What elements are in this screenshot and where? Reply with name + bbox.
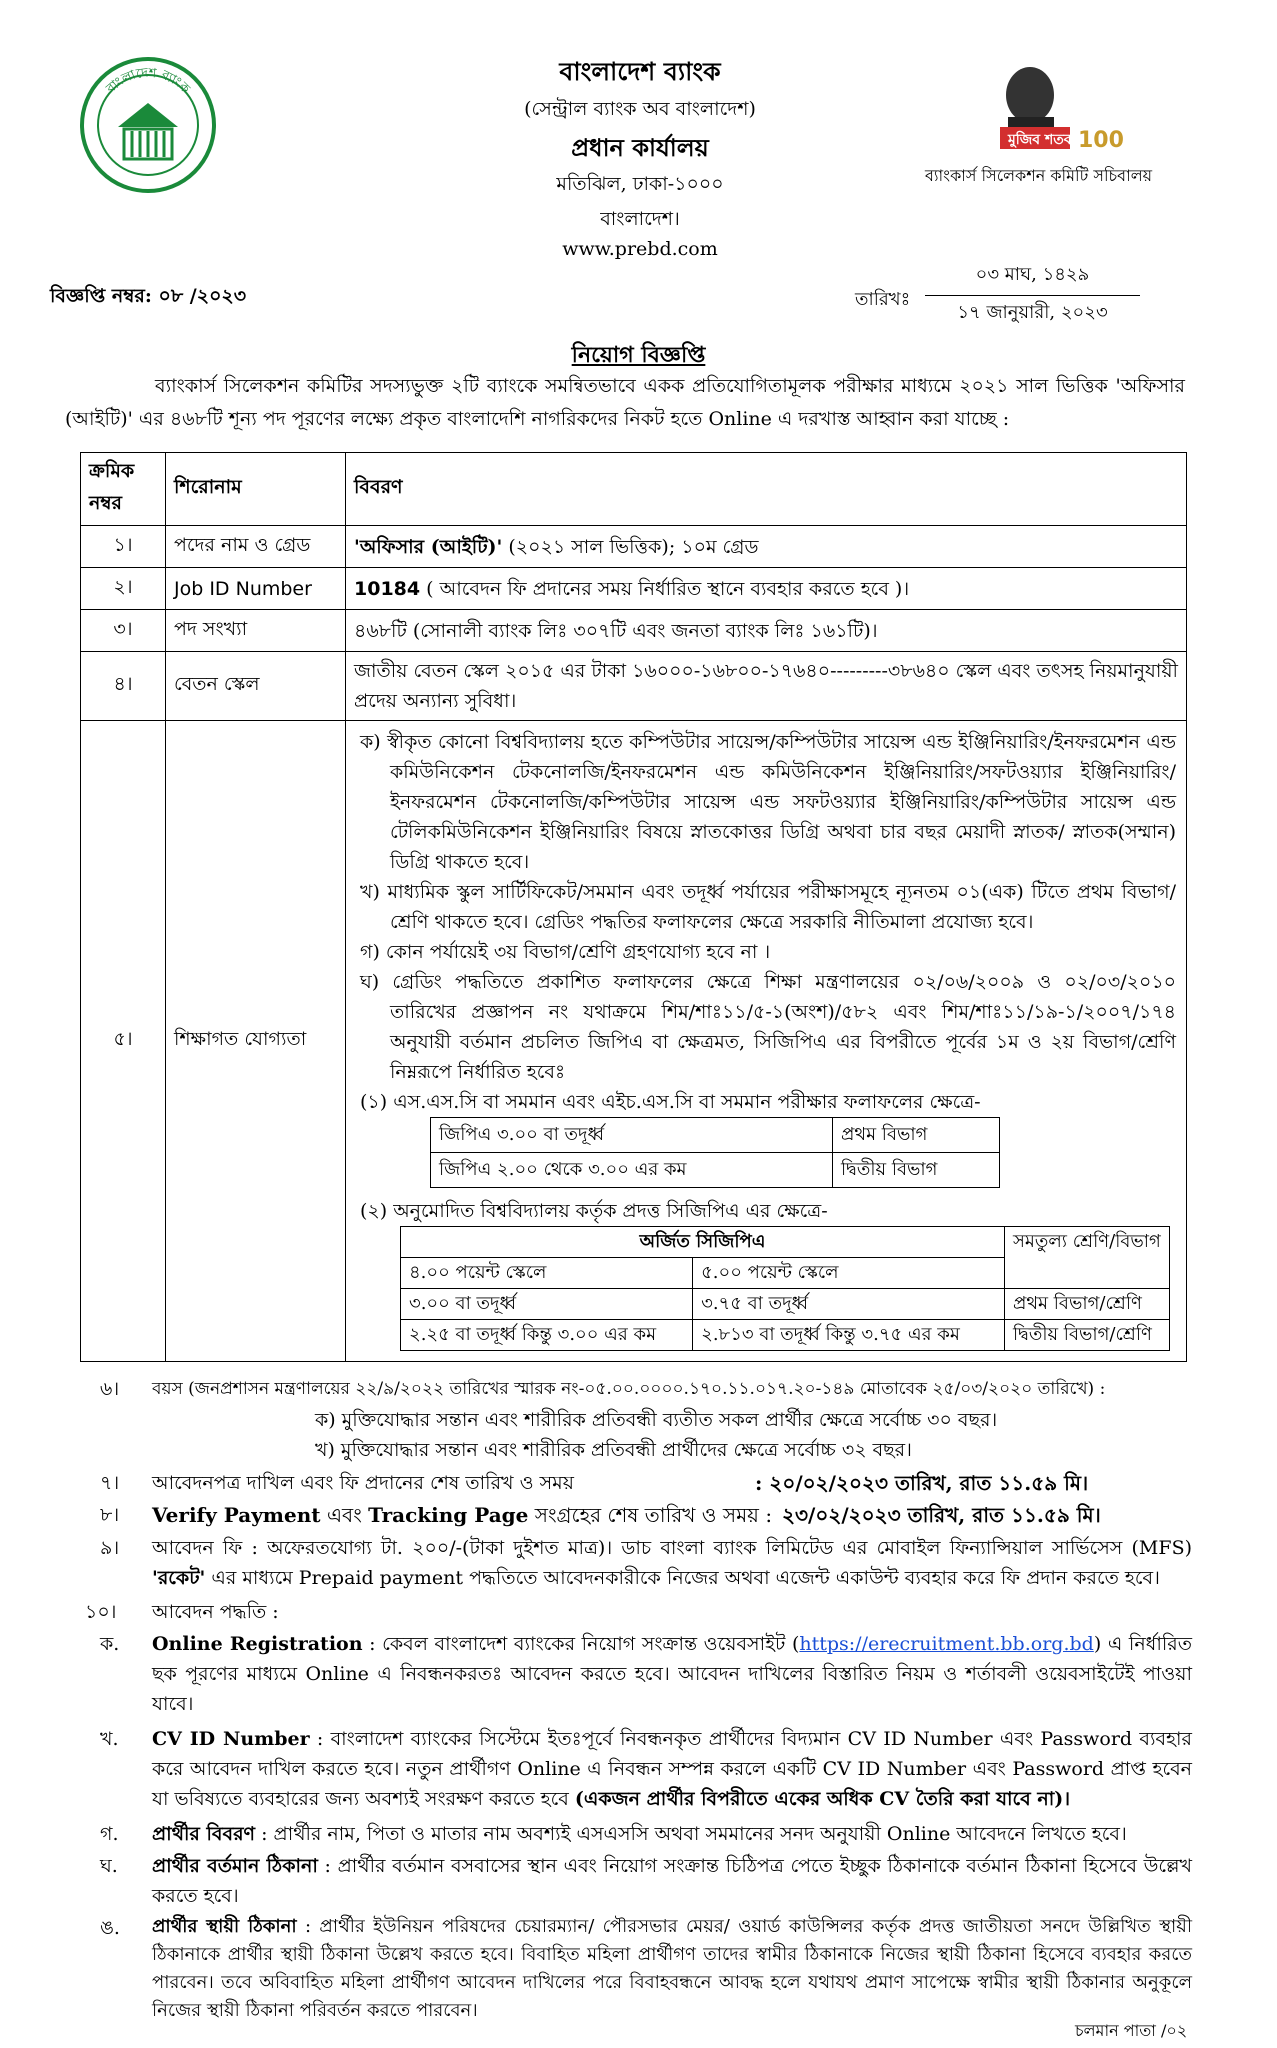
row-title: বেতন স্কেল (166, 652, 346, 721)
address-line-1: মতিঝিল, ঢাকা-১০০০ (556, 173, 724, 195)
ssc-division: প্রথম বিভাগ (833, 1118, 1000, 1153)
edu-ka: ক) স্বীকৃত কোনো বিশ্ববিদ্যালয় হতে কম্পিউটার সায়েন্স/কম্পিউটার সায়েন্স এন্ড ইঞ্জিনিয়ারিং/ইনফরমেশন এন্ড কমিউনিকেশন টেকনোলজি/ইনফরমেশন এন্ড কমিউনিকেশন ইঞ্জিনিয়ারিং/সফটওয়্যার ইঞ্জিনিয়ারিং/ইনফরমেশন টেকনোলজি/কম্পিউটার সায়েন্স এন্ড সফটওয়্যার ইঞ্জিনিয়ারিং/কম্পিউটার সায়েন্স এন্ড টেলিকমিউনিকেশন ইঞ্জিনিয়ারিং বিষয়ে স্নাতকোত্তর ডিগ্রি অথবা চার বছর মেয়াদী স্নাতক/ স্নাতক(সম্মান) ডিগ্রি থাকতে হবে। (360, 731, 1176, 873)
row-desc-bold: 'অফিসার (আইটি)' (354, 535, 503, 558)
secretariat: ব্যাংকার্স সিলেকশন কমিটি সচিবালয় (925, 166, 1153, 185)
fee-line-1: আবেদন ফি : অফেরতযোগ্য টা. ২০০/-(টাকা দুইশত মাত্র)। ডাচ বাংলা ব্যাংক লিমিটেড এর মোবাইল ফিন্যান্সিয়াল সার্ভিসেস (MFS) (152, 1537, 1192, 1559)
method-ka-serial: ক. (100, 1633, 120, 1655)
cgpa-scale-4: ২.২৫ বা তদূর্ধ্ব কিন্তু ৩.০০ এর কম (401, 1320, 693, 1351)
age-kha: খ) মুক্তিযোদ্ধার সন্তান এবং শারীরিক প্রতিবন্ধী প্রার্থীদের ক্ষেত্রে সর্বোচ্চ ৩২ বছর। (315, 1439, 912, 1461)
verify-serial: ৮। (100, 1504, 120, 1526)
ssc-gpa: জিপিএ ৩.০০ বা তদূর্ধ্ব (431, 1118, 833, 1153)
table-row (81, 568, 1187, 610)
method-text: আবেদন পদ্ধতি : (152, 1601, 279, 1623)
org-subtitle: (সেন্ট্রাল ব্যাংক অব বাংলাদেশ) (524, 98, 756, 120)
office-name: প্রধান কার্যালয় (571, 133, 709, 162)
intro-paragraph: ব্যাংকার্স সিলেকশন কমিটির সদস্যভুক্ত ২টি ব্যাংকে সমন্বিতভাবে একক প্রতিযোগিতামূলক পরীক্ষার মাধ্যমে ২০২১ সাল ভিত্তিক 'অফিসার (আইটি)' এর ৪৬৮টি শূন্য পদ পূরণের লক্ষ্যে প্রকৃত বাংলাদেশি নাগরিকদের নিকট হতে Online এ দরখাস্ত আহ্বান করা যাচ্ছে : (65, 375, 1185, 430)
row-title: Job ID Number (166, 568, 346, 610)
fee-serial: ৯। (100, 1537, 120, 1559)
table-row (81, 610, 1187, 652)
edu-kha: খ) মাধ্যমিক স্কুল সার্টিফিকেট/সমমান এবং তদূর্ধ্ব পর্যায়ের পরীক্ষাসমূহে ন্যূনতম ০১(এক) টিতে প্রথম বিভাগ/ শ্রেণি থাকতে হবে। গ্রেডিং পদ্ধতির ফলাফলের ক্ষেত্রে সরকারি নীতিমালা প্রযোজ্য হবে। (360, 881, 1176, 933)
date-english: ১৭ জানুয়ারী, ২০২৩ (957, 302, 1108, 323)
svg-text:বাংলাদেশ ব্যাংক (103, 66, 193, 98)
cgpa-class: প্রথম বিভাগ/শ্রেণি (1004, 1289, 1169, 1320)
requirements-table (80, 452, 1187, 1362)
cgpa-scale-5: ৫.০০ পয়েন্ট স্কেলে (693, 1258, 1005, 1289)
method-gha-text: : প্রার্থীর বর্তমান বসবাসের স্থান এবং নিয়োগ সংক্রান্ত চিঠিপত্র পেতে ইচ্ছুক ঠিকানাকে বর্তমান ঠিকানা হিসেবে উল্লেখ করতে হবে। (152, 1855, 1192, 1907)
website: www.prebd.com (562, 238, 718, 260)
method-gha (152, 1851, 1192, 1911)
cv-id-number: CV ID Number (152, 1728, 310, 1750)
row-desc: ( আবেদন ফি প্রদানের সময় নির্ধারিত স্থানে ব্যবহার করতে হবে )। (420, 577, 910, 600)
verify-text (152, 1500, 772, 1530)
method-ka-text2: ) এ নির্ধারিত ছক পূরণের মাধ্যমে Online এ নিবন্ধনকরতঃ আবেদন করতে হবে। আবেদন দাখিলের বিস্তারিত নিয়ম ও শর্তাবলী ওয়েবসাইটেই পাওয়া যাবে। (152, 1633, 1192, 1715)
tracking-page: Tracking Page (368, 1503, 529, 1527)
method-kha-text: : বাংলাদেশ ব্যাংকের সিস্টেমে ইতঃপূর্বে নিবন্ধনকৃত প্রার্থীদের বিদ্যমান CV ID Number এবং Password ব্যবহার করে আবেদন দাখিল করতে হবে। নতুন প্রার্থীগণ Online এ নিবন্ধন সম্পন্ন করলে একটি CV ID Number এবং Password প্রাপ্ত হবেন যা ভবিষ্যতে ব্যবহারের জন্য অবশ্যই সংরক্ষণ করতে হবে (152, 1728, 1192, 1810)
table-row (401, 1320, 1170, 1351)
method-ka-text: : কেবল বাংলাদেশ ব্যাংকের নিয়োগ সংক্রান্ত ওয়েবসাইট ( (362, 1633, 800, 1655)
age-serial: ৬। (100, 1378, 120, 1400)
erecruitment-link[interactable]: https://erecruitment.bb.org.bd (799, 1633, 1094, 1655)
mujib-borsho-emblem (980, 55, 1140, 165)
row-serial: ১। (81, 526, 166, 568)
method-kha-serial: খ. (100, 1728, 119, 1750)
header-title: শিরোনাম (166, 453, 346, 526)
applicant-details: প্রার্থীর বিবরণ (152, 1823, 256, 1845)
cgpa-scale-5: ২.৮১৩ বা তদূর্ধ্ব কিন্তু ৩.৭৫ এর কম (693, 1320, 1005, 1351)
cgpa-heading: (২) অনুমোদিত বিশ্ববিদ্যালয় কর্তৃক প্রদত্ত সিজিপিএ এর ক্ষেত্রে- (360, 1200, 828, 1222)
table-row (431, 1118, 1000, 1153)
cgpa-header-earned: অর্জিত সিজিপিএ (401, 1227, 1005, 1258)
verify-payment: Verify Payment (152, 1503, 321, 1527)
present-address: প্রার্থীর বর্তমান ঠিকানা (152, 1855, 318, 1877)
method-ga-text: : প্রার্থীর নাম, পিতা ও মাতার নাম অবশ্যই এসএসসি অথবা সমমানের সনদ অনুযায়ী Online আবেদনে লিখতে হবে। (255, 1823, 1127, 1845)
fee-text (152, 1533, 1192, 1593)
fee-line-2: এর মাধ্যমে Prepaid payment পদ্ধতিতে আবেদনকারীকে নিজের অথবা এজেন্ট একাউন্ট ব্যবহার করে ফি প্রদান করতে হবে। (205, 1567, 1160, 1589)
row-serial: ৩। (81, 610, 166, 652)
table-row (401, 1289, 1170, 1320)
notice-number: বিজ্ঞপ্তি নম্বর: ০৮ /২০২৩ (50, 285, 247, 307)
table-row (431, 1153, 1000, 1188)
method-umo-text: : প্রার্থীর ইউনিয়ন পরিষদের চেয়ারম্যান/ পৌরসভার মেয়র/ ওয়ার্ড কাউন্সিলর কর্তৃক প্রদত্ত জাতীয়তা সনদে উল্লিখিত স্থায়ী ঠিকানাকে প্রার্থীর স্থায়ী ঠিকানা উল্লেখ করতে হবে। বিবাহিত মহিলা প্রার্থীগণ তাদের স্বামীর ঠিকানাকে নিজের স্থায়ী ঠিকানা হিসেবে ব্যবহার করতে পারবেন। তবে অবিবাহিত মহিলা প্রার্থীগণ আবেদন দাখিলের পরে বিবাহবন্ধনে আবদ্ধ হলে যথাযথ প্রমাণ সাপেক্ষে স্বামীর স্থায়ী ঠিকানার অনুকূলে নিজের স্থায়ী ঠিকানা পরিবর্তন করতে পারবেন। (152, 1916, 1192, 2021)
mujib-text: মুজিব শতবর্ষ (1008, 132, 1080, 148)
permanent-address: প্রার্থীর স্থায়ী ঠিকানা (152, 1916, 297, 1937)
age-text: বয়স (জনপ্রশাসন মন্ত্রণালয়ের ২২/৯/২০২২ তারিখের স্মারক নং-০৫.০০.০০০০.১৭০.১১.০১৭.২০-১৪৯ মোতাবেক ২৫/০৩/২০২০ তারিখে) : (152, 1379, 1106, 1399)
row-serial: ৪। (81, 652, 166, 721)
method-kha (152, 1724, 1192, 1814)
address-line-2: বাংলাদেশ। (600, 208, 680, 230)
fee-rocket: 'রকেট' (152, 1567, 206, 1589)
method-serial: ১০। (85, 1601, 117, 1623)
age-ka: ক) মুক্তিযোদ্ধার সন্তান এবং শারীরিক প্রতিবন্ধী ব্যতীত সকল প্রার্থীর ক্ষেত্রে সর্বোচ্চ ৩০ বছর। (315, 1409, 998, 1431)
row-title: পদ সংখ্যা (166, 610, 346, 652)
method-kha-note: (একজন প্রার্থীর বিপরীতে একের অধিক CV তৈরি করা যাবে না)। (574, 1788, 1070, 1810)
method-umo-serial: ঙ. (100, 1917, 120, 1939)
row-desc-bold: 10184 (354, 577, 421, 600)
logo-text: বাংলাদেশ ব্যাংক (103, 65, 193, 97)
ssc-table (430, 1117, 1000, 1188)
deadline-text: আবেদনপত্র দাখিল এবং ফি প্রদানের শেষ তারিখ ও সময় (152, 1472, 574, 1494)
ssc-heading: (১) এস.এস.সি বা সমমান এবং এইচ.এস.সি বা সমমান পরীক্ষার ফলাফলের ক্ষেত্রে- (360, 1091, 981, 1113)
row-serial: ৫। (81, 721, 166, 1362)
edu-gha: ঘ) গ্রেডিং পদ্ধতিতে প্রকাশিত ফলাফলের ক্ষেত্রে শিক্ষা মন্ত্রণালয়ের ০২/০৬/২০০৯ ও ০২/০৩/২০১০ তারিখের প্রজ্ঞাপন নং যথাক্রমে শিম/শাঃ১১/৫-১(অংশ)/৫৮২ এবং শিম/শাঃ১১/১৯-১/২০০৭/১৭৪ অনুযায়ী বর্তমান প্রচলিত জিপিএ বা ক্ষেত্রমত, সিজিপিএ এর বিপরীতে পূর্বের ১ম ও ২য় বিভাগ/শ্রেণি নিম্নরূপে নির্ধারিত হবেঃ (360, 971, 1176, 1083)
row-title: পদের নাম ও গ্রেড (166, 526, 346, 568)
cgpa-header-equivalent: সমতুল্য শ্রেণি/বিভাগ (1004, 1227, 1169, 1289)
method-ga (152, 1819, 1192, 1849)
header-description: বিবরণ (346, 453, 1187, 526)
ssc-division: দ্বিতীয় বিভাগ (833, 1153, 1000, 1188)
cgpa-scale-5: ৩.৭৫ বা তদূর্ধ্ব (693, 1289, 1005, 1320)
cgpa-scale-4: ৪.০০ পয়েন্ট স্কেলে (401, 1258, 693, 1289)
date-label: তারিখঃ (855, 289, 911, 310)
online-registration: Online Registration (152, 1633, 363, 1655)
method-gha-serial: ঘ. (100, 1855, 118, 1877)
cgpa-class: দ্বিতীয় বিভাগ/শ্রেণি (1004, 1320, 1169, 1351)
row-desc: ৪৬৮টি (সোনালী ব্যাংক লিঃ ৩০৭টি এবং জনতা ব্যাংক লিঃ ১৬১টি)। (346, 610, 1187, 652)
org-name: বাংলাদেশ ব্যাংক (559, 57, 721, 86)
bangladesh-bank-logo (78, 55, 218, 195)
deadline-value: : ২০/০২/২০২৩ তারিখ, রাত ১১.৫৯ মি। (755, 1471, 1089, 1495)
row-title: শিক্ষাগত যোগ্যতা (166, 721, 346, 1362)
method-umo (152, 1913, 1192, 2025)
table-row (81, 721, 1187, 1362)
ssc-gpa: জিপিএ ২.০০ থেকে ৩.০০ এর কম (431, 1153, 833, 1188)
method-ka (152, 1629, 1192, 1719)
cgpa-table (400, 1226, 1170, 1351)
row-desc: (২০২১ সাল ভিত্তিক); ১০ম গ্রেড (502, 535, 759, 558)
continued-page: চলমান পাতা /০২ (1075, 2021, 1188, 2040)
method-ga-serial: গ. (100, 1823, 119, 1845)
verify-value: ২৩/০২/২০২৩ তারিখ, রাত ১১.৫৯ মি। (782, 1503, 1101, 1527)
svg-text:100: 100 (1078, 128, 1124, 153)
cgpa-scale-4: ৩.০০ বা তদূর্ধ্ব (401, 1289, 693, 1320)
table-row (81, 652, 1187, 721)
table-row (81, 526, 1187, 568)
header-serial: ক্রমিক নম্বর (81, 453, 166, 526)
date-bangla: ০৩ মাঘ, ১৪২৯ (925, 260, 1140, 296)
verify-and: এবং (320, 1503, 369, 1527)
edu-ga: গ) কোন পর্যায়েই ৩য় বিভাগ/শ্রেণি গ্রহণযোগ্য হবে না । (360, 941, 771, 963)
notice-title: নিয়োগ বিজ্ঞপ্তি (571, 342, 706, 368)
row-serial: ২। (81, 568, 166, 610)
row-desc: জাতীয় বেতন স্কেল ২০১৫ এর টাকা ১৬০০০-১৬৮০০-১৭৬৪০---------৩৮৬৪০ স্কেল এবং তৎসহ নিয়মানুযায়ী প্রদেয় অন্যান্য সুবিধা। (346, 652, 1187, 721)
deadline-serial: ৭। (100, 1472, 120, 1494)
verify-deadline-text: সংগ্রহের শেষ তারিখ ও সময় : (528, 1503, 773, 1527)
